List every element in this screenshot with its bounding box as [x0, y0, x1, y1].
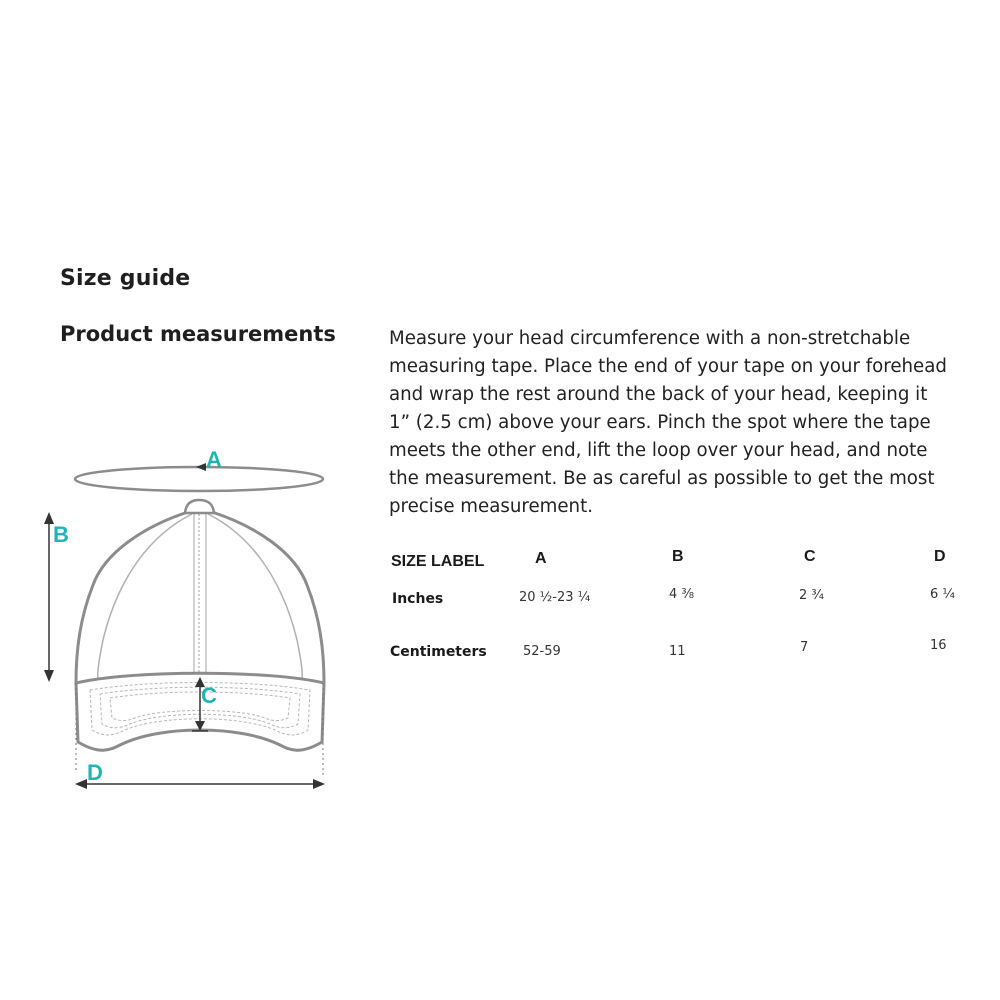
cell-inches-b: 4 ⅜ [669, 587, 695, 602]
cell-cm-a: 52-59 [523, 644, 561, 659]
label-c: C [201, 683, 217, 708]
label-d: D [87, 760, 103, 785]
table-header-size-label: SIZE LABEL [391, 553, 485, 570]
arrow-d-left [75, 779, 87, 789]
table-header-d: D [934, 548, 946, 565]
label-a: A [206, 447, 222, 472]
cap-crown [76, 512, 324, 683]
label-b: B [53, 522, 69, 547]
size-guide-title: Size guide [60, 266, 191, 291]
product-measurements-title: Product measurements [60, 322, 336, 346]
cell-inches-d: 6 ¼ [930, 587, 956, 602]
measurement-instructions: Measure your head circumference with a non-stretchable measuring tape. Place the end of your tape on your forehead and wrap the rest around the back of your head, keeping it 1” (2.5 cm) above your ears. Pinch the spot where the tape meets the other end, lift the loop over your head, and note the measurement. Be as careful as possible to get the most precise measurement. [389, 328, 947, 517]
cell-cm-d: 16 [930, 638, 947, 653]
table-header-b: B [672, 548, 684, 565]
circumference-ellipse [75, 467, 323, 491]
table-header-c: C [804, 548, 816, 565]
cell-inches-a: 20 ½-23 ¼ [519, 590, 591, 605]
arrow-a-head [196, 463, 206, 471]
cell-cm-c: 7 [800, 640, 809, 655]
row-label-centimeters: Centimeters [390, 644, 487, 660]
table-header-a: A [535, 550, 547, 567]
hat-diagram [0, 430, 360, 810]
cell-cm-b: 11 [669, 644, 686, 659]
arrow-d-right [313, 779, 325, 789]
cap-seam-left [98, 514, 192, 680]
row-label-inches: Inches [392, 591, 444, 607]
cap-seam-right [208, 514, 302, 680]
cap-button [185, 500, 214, 513]
arrow-b-bottom [44, 670, 54, 682]
cell-inches-c: 2 ¾ [799, 588, 825, 603]
